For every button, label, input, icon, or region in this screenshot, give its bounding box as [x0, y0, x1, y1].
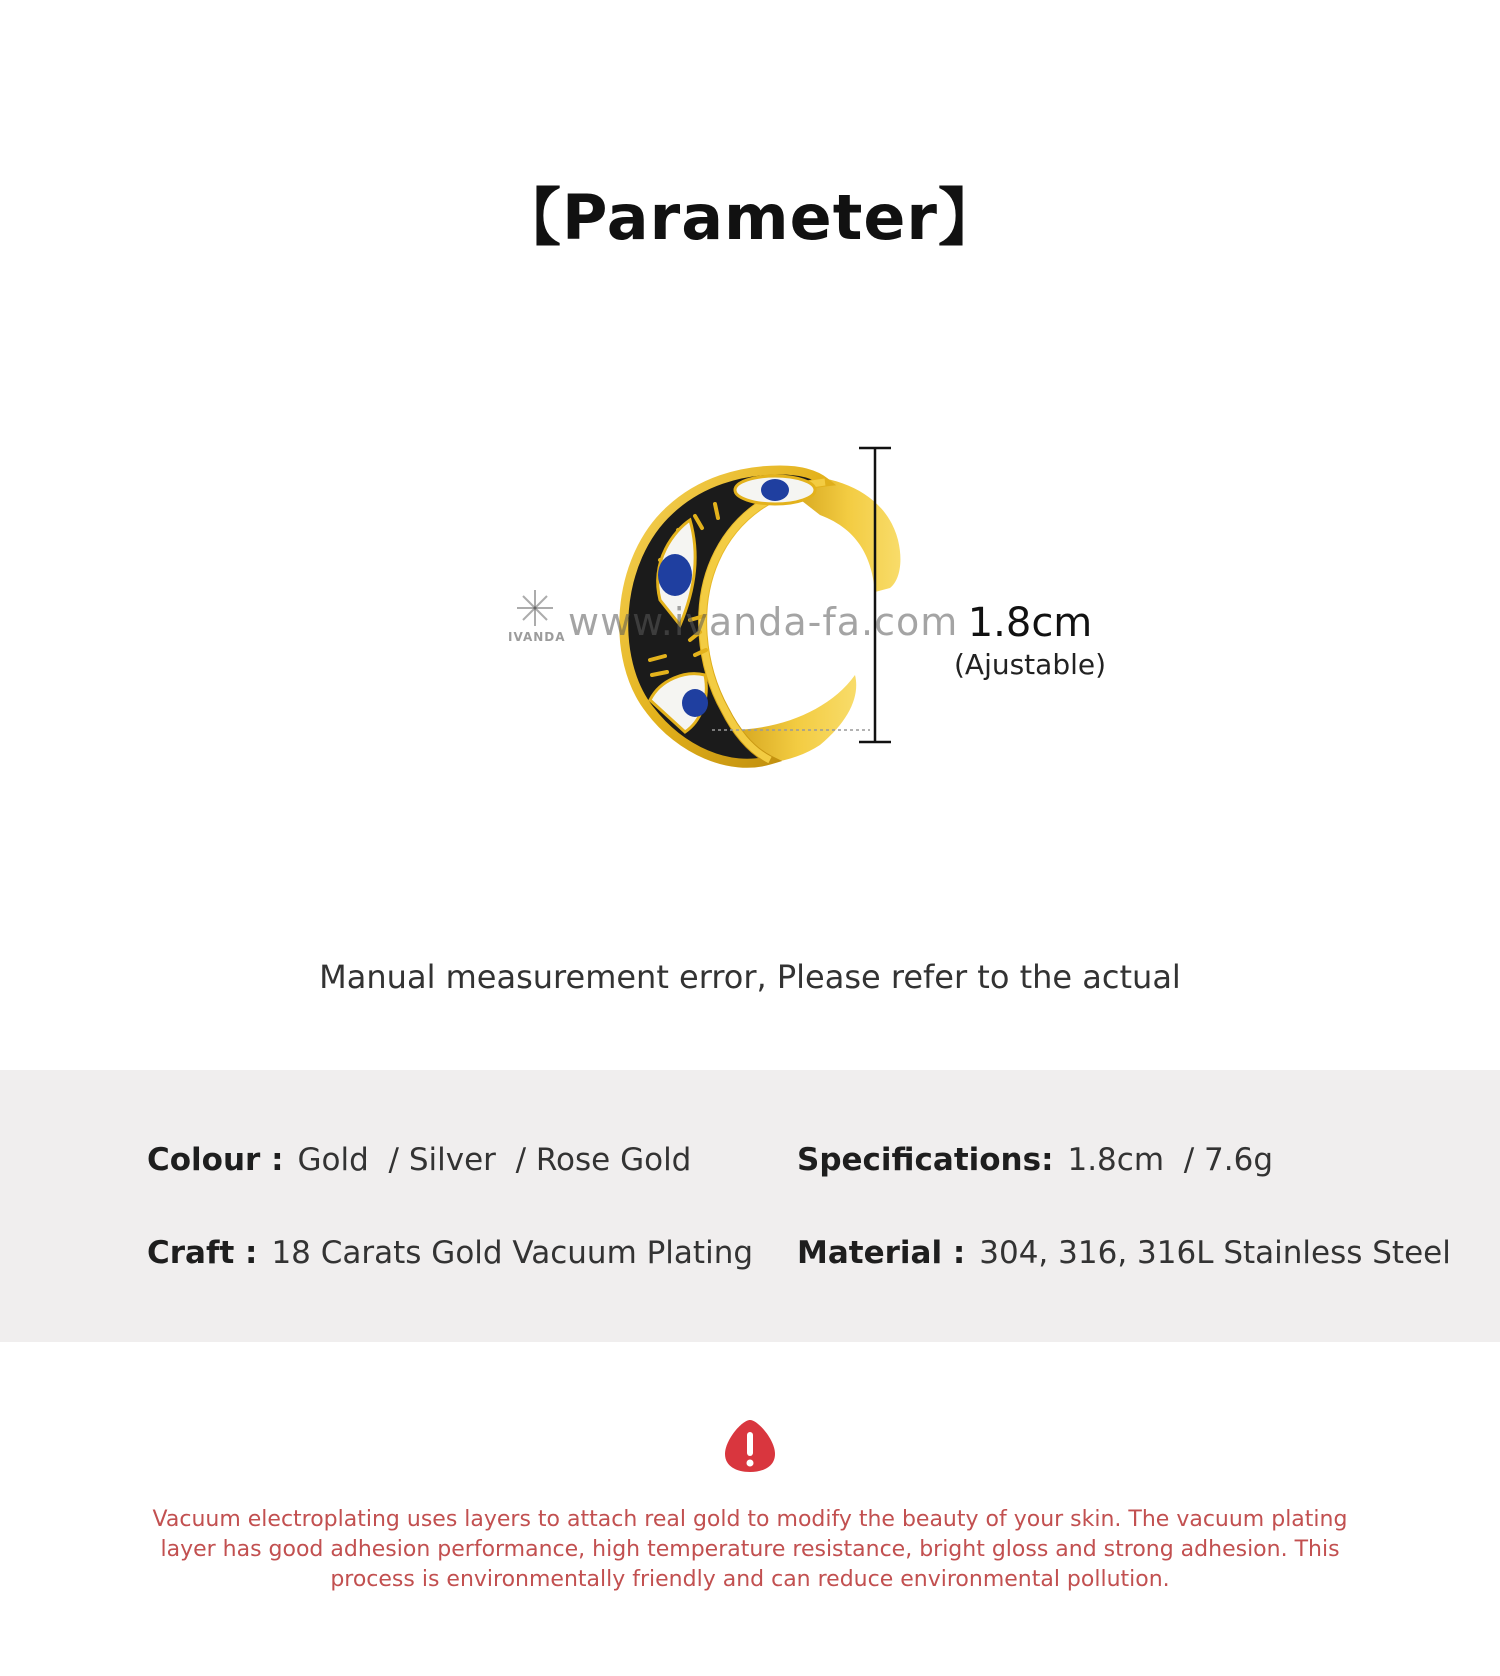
watermark-brand: IVANDA [508, 630, 566, 644]
param-specifications [797, 1142, 1273, 1178]
param-specifications-value: 1.8cm / 7.6g [1067, 1142, 1274, 1178]
watermark-url: www.ivanda-fa.com [568, 600, 959, 644]
param-craft-value: 18 Carats Gold Vacuum Plating [271, 1235, 754, 1271]
param-material [797, 1235, 1451, 1271]
param-craft [147, 1235, 753, 1271]
param-colour-value: Gold / Silver / Rose Gold [297, 1142, 692, 1178]
param-colour-label: Colour : [147, 1142, 284, 1178]
param-material-value: 304, 316, 316L Stainless Steel [979, 1235, 1451, 1271]
param-material-label: Material : [797, 1235, 966, 1271]
dimension-note: (Ajustable) [953, 648, 1107, 681]
dimension-value: 1.8cm [967, 600, 1093, 646]
measurement-note: Manual measurement error, Please refer to the actual [319, 958, 1181, 996]
param-colour [147, 1142, 691, 1178]
alert-icon [723, 1418, 777, 1474]
parameters-panel [0, 1070, 1500, 1342]
param-specifications-label: Specifications: [797, 1142, 1054, 1178]
watermark-star-icon [517, 590, 553, 626]
page-title: 【Parameter】 [499, 181, 1001, 254]
plating-warning: Vacuum electroplating uses layers to attach real gold to modify the beauty of your skin. The vacuum plating layer has good adhesion performance, high temperature resistance, bright gloss and strong adhesion. This process is environmentally friendly and can reduce environmental pollution. [152, 1507, 1348, 1592]
param-craft-label: Craft : [147, 1235, 258, 1271]
measure-bar [855, 440, 895, 750]
